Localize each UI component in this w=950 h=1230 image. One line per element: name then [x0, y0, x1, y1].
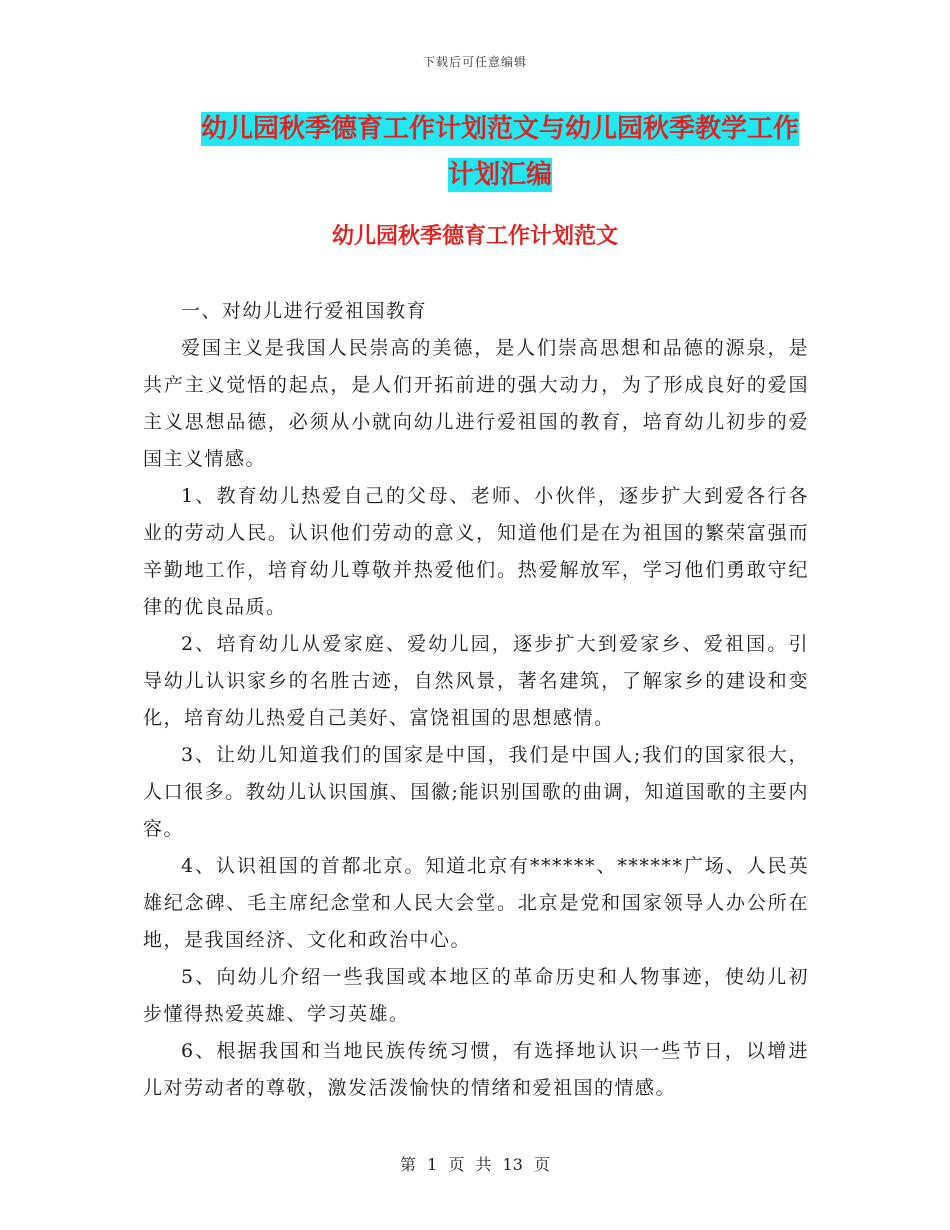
document-title-line-2: 计划汇编 — [447, 160, 552, 190]
body-paragraph: 3、让幼儿知道我们的国家是中国，我们是中国人;我们的国家很大，人口很多。教幼儿认识国旗、国徽;能识别国歌的曲调，知道国歌的主要内容。 — [143, 744, 809, 840]
document-title-line-1: 幼儿园秋季德育工作计划范文与幼儿园秋季教学工作 — [200, 114, 799, 144]
body-paragraph: 5、向幼儿介绍一些我国或本地区的革命历史和人物事迹，使幼儿初步懂得热爱英雄、学习英雄。 — [143, 966, 809, 1025]
page-footer: 第 1 页 共 13 页 — [400, 1155, 550, 1174]
body-paragraph: 2、培育幼儿从爱家庭、爱幼儿园，逐步扩大到爱家乡、爱祖国。引导幼儿认识家乡的名胜古迹，自然风景，著名建筑，了解家乡的建设和变化，培育幼儿热爱自己美好、富饶祖国的思想感情。 — [143, 633, 809, 729]
body-paragraph: 6、根据我国和当地民族传统习惯，有选择地认识一些节日，以增进儿对劳动者的尊敬，激发活泼愉快的情绪和爱祖国的情感。 — [143, 1040, 809, 1099]
body-paragraph: 4、认识祖国的首都北京。知道北京有******、******广场、人民英雄纪念碑、毛主席纪念堂和人民大会堂。北京是党和国家领导人办公所在地，是我国经济、文化和政治中心。 — [143, 855, 809, 951]
section-heading-paragraph: 一、对幼儿进行爱祖国教育 — [181, 300, 428, 322]
body-paragraph: 爱国主义是我国人民崇高的美德，是人们崇高思想和品德的源泉，是共产主义觉悟的起点，是人们开拓前进的强大动力，为了形成良好的爱国主义思想品德，必须从小就向幼儿进行爱祖国的教育，培育幼儿初步的爱国主义情感。 — [143, 337, 809, 470]
body-paragraph: 1、教育幼儿热爱自己的父母、老师、小伙伴，逐步扩大到爱各行各业的劳动人民。认识他们劳动的意义，知道他们是在为祖国的繁荣富强而辛勤地工作，培育幼儿尊敬并热爱他们。热爱解放军，学习他们勇敢守纪律的优良品质。 — [143, 485, 809, 618]
document-title — [140, 106, 860, 198]
body-text — [143, 293, 809, 1107]
section-title: 幼儿园秋季德育工作计划范文 — [331, 224, 618, 249]
header-note: 下载后可任意编辑 — [422, 55, 527, 69]
